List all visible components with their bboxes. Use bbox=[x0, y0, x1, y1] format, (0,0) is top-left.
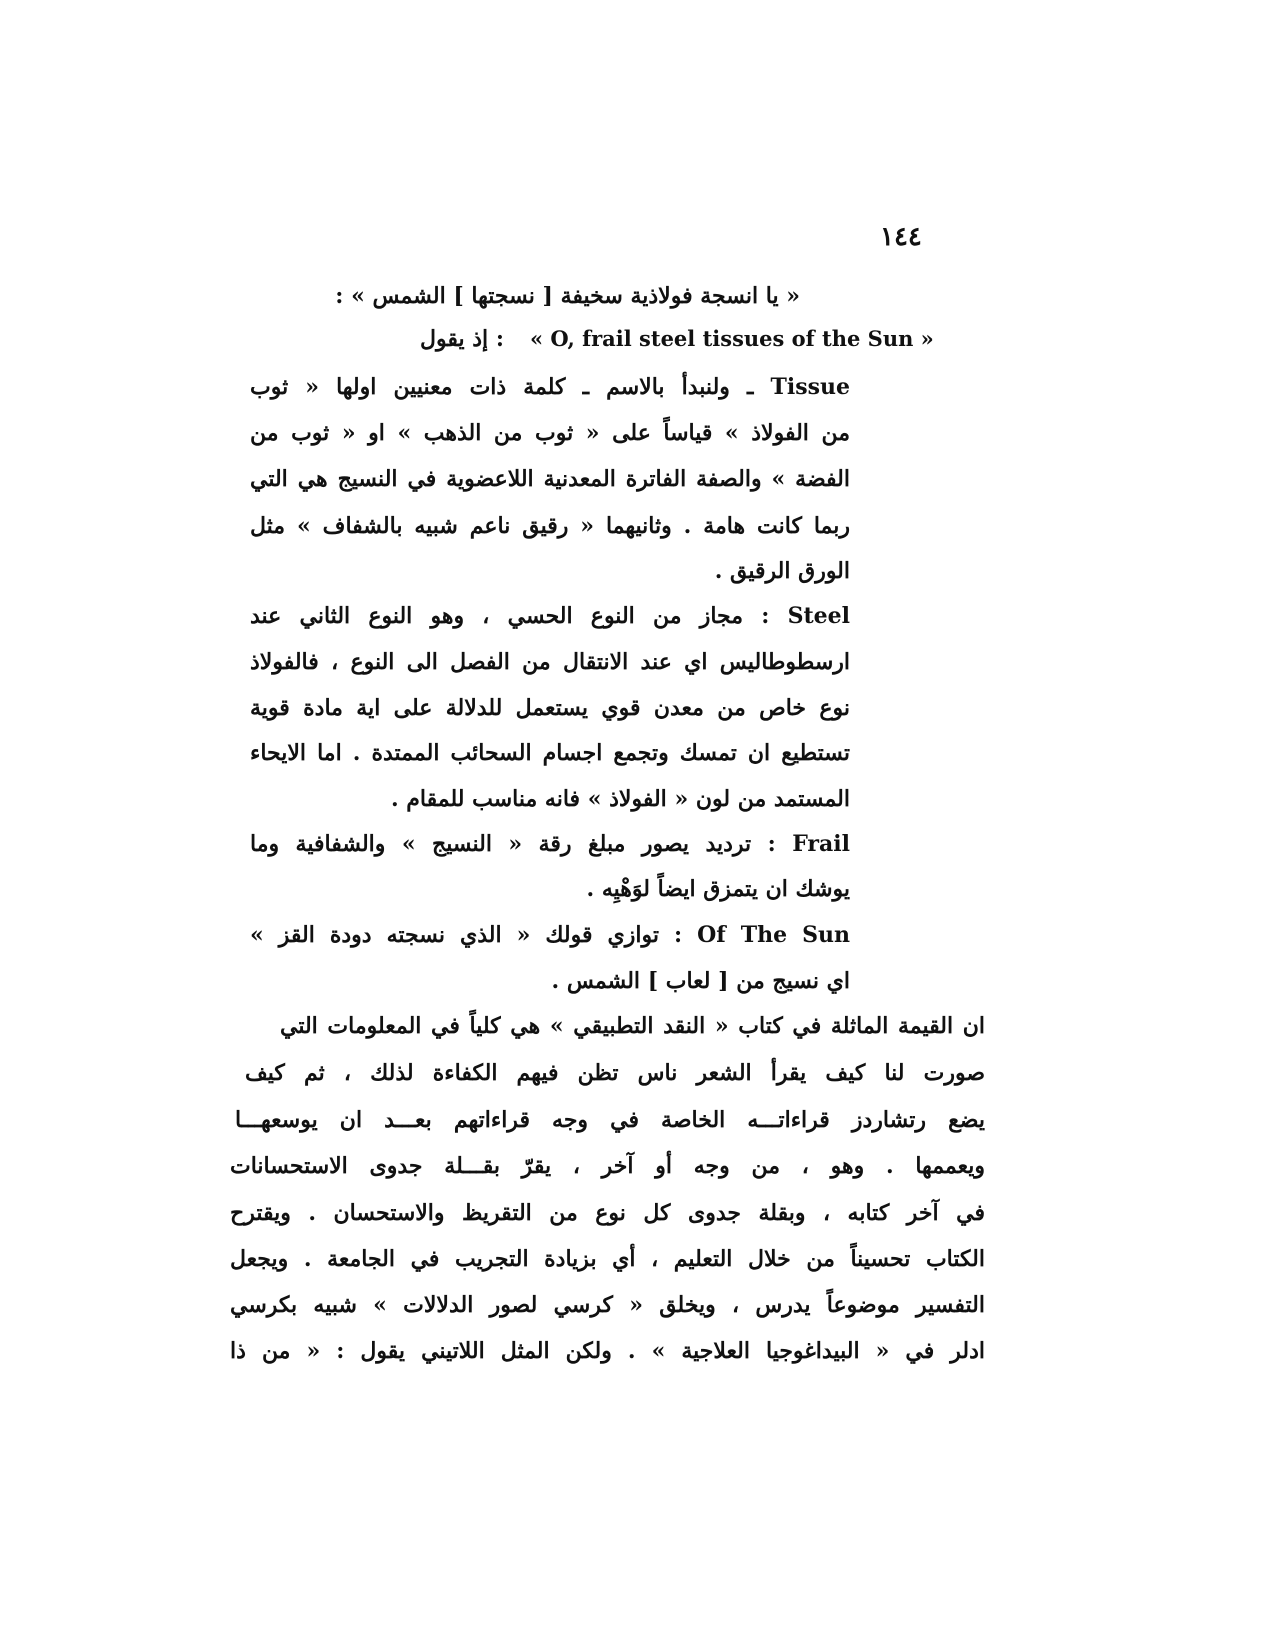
term-tissue: Tissue bbox=[770, 374, 850, 400]
final-line-2: صورت لنا كيف يقرأ الشعر ناس تظن فيهم الكفاءة لذلك ، ثم كيف bbox=[245, 1060, 985, 1086]
final-line-7: التفسير موضوعاً يدرس ، ويخلق « كرسي لصور الدلالات » شبيه بكرسي bbox=[230, 1292, 985, 1318]
final-line-6: الكتاب تحسيناً من خلال التعليم ، أي بزيادة التجريب في الجامعة . ويجعل bbox=[230, 1246, 985, 1272]
final-line-3: يضع رتشاردز قراءاتـــه الخاصة في وجه قراءاتهم بعـــد ان يوسعهـــا bbox=[235, 1107, 985, 1133]
frail-line-1 bbox=[250, 828, 850, 860]
steel-text-1: : مجاز من النوع الحسي ، وهو النوع الثاني عند bbox=[250, 603, 770, 629]
tissue-line-1 bbox=[250, 371, 850, 403]
steel-line-5: المستمد من لون « الفولاذ » فانه مناسب للمقام . bbox=[390, 786, 850, 812]
sun-line-2: اي نسيج من [ لعاب ] الشمس . bbox=[551, 968, 850, 994]
tissue-line-4: ربما كانت هامة . وثانيهما « رقيق ناعم شبيه بالشفاف » مثل bbox=[250, 513, 850, 539]
tissue-line-2: من الفولاذ » قياساً على « ثوب من الذهب » او « ثوب من bbox=[250, 420, 850, 446]
final-line-8: ادلر في « البيداغوجيا العلاجية » . ولكن المثل اللاتيني يقول : « من ذا bbox=[230, 1338, 985, 1364]
frail-text-1: : ترديد يصور مبلغ رقة « النسيج » والشفافية وما bbox=[250, 831, 776, 857]
quote-english: « O, frail steel tissues of the Sun » bbox=[529, 326, 934, 351]
steel-line-2: ارسطوطاليس اي عند الانتقال من الفصل الى النوع ، فالفولاذ bbox=[250, 649, 850, 675]
steel-line-4: تستطيع ان تمسك وتجمع اجسام السحائب الممتدة . اما الايحاء bbox=[250, 740, 850, 766]
final-line-1: ان القيمة الماثلة في كتاب « النقد التطبيقي » هي كلياً في المعلومات التي bbox=[280, 1013, 985, 1039]
steel-line-1 bbox=[250, 600, 850, 632]
sun-line-1 bbox=[250, 919, 850, 951]
term-of-the-sun: Of The Sun bbox=[697, 922, 850, 948]
final-line-4: ويعممها . وهو ، من وجه أو آخر ، يقرّ بقـــلة جدوى الاستحسانات bbox=[230, 1153, 985, 1179]
sun-text-1: : توازي قولك « الذي نسجته دودة القز » bbox=[250, 922, 683, 948]
tissue-text-1: ـ ولنبدأ بالاسم ـ كلمة ذات معنيين اولها « ثوب bbox=[250, 374, 754, 400]
tissue-line-3: الفضة » والصفة الفاترة المعدنية اللاعضوية في النسيج هي التي bbox=[250, 466, 850, 492]
page-number: ١٤٤ bbox=[880, 222, 922, 252]
term-frail: Frail bbox=[792, 831, 850, 857]
tissue-line-5: الورق الرقيق . bbox=[714, 558, 850, 584]
quote-english-line bbox=[420, 323, 980, 355]
frail-line-2: يوشك ان يتمزق ايضاً لوَهْيِه . bbox=[586, 876, 850, 902]
term-steel: Steel bbox=[787, 603, 850, 629]
steel-line-3: نوع خاص من معدن قوي يستعمل للدلالة على اية مادة قوية bbox=[250, 695, 850, 721]
quote-arabic: « يا انسجة فولاذية سخيفة [ نسجتها ] الشمس » : bbox=[335, 283, 800, 309]
quote-intro: : إذ يقول bbox=[420, 326, 504, 352]
final-line-5: في آخر كتابه ، وبقلة جدوى كل نوع من التقريظ والاستحسان . ويقترح bbox=[230, 1200, 985, 1226]
